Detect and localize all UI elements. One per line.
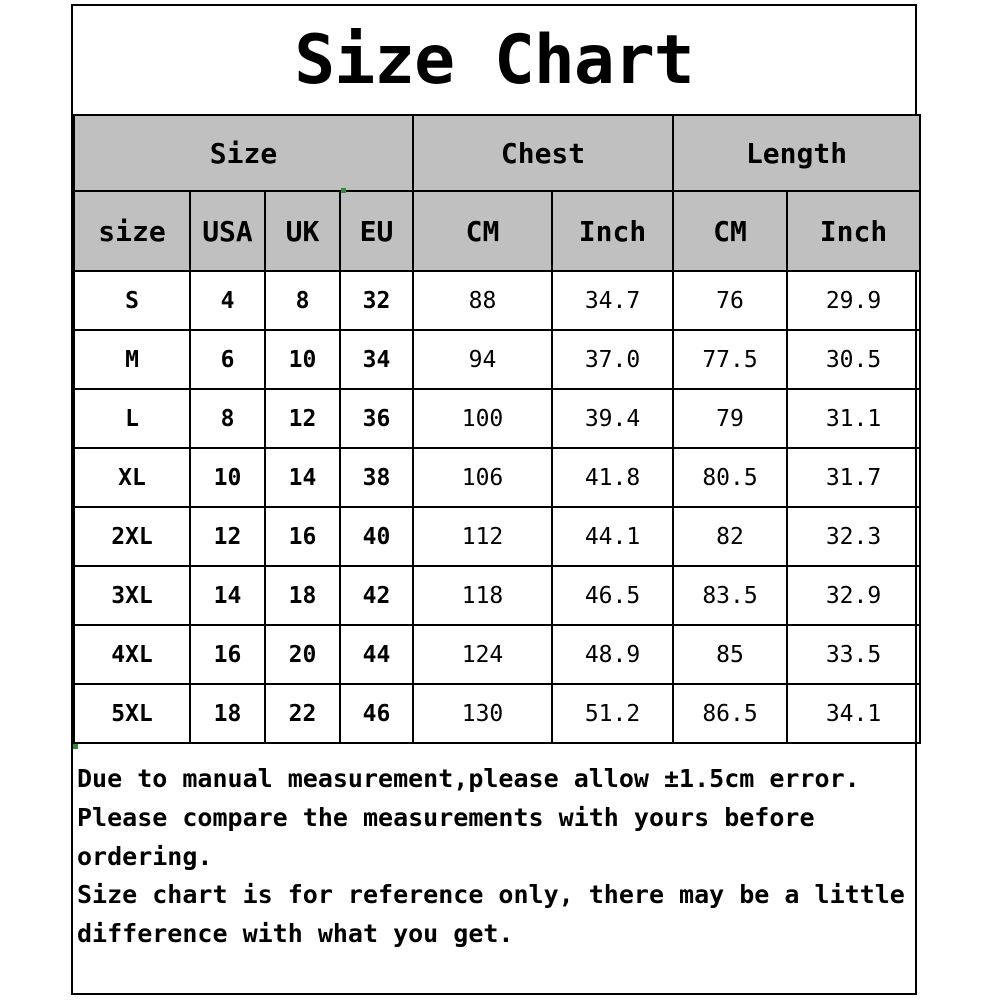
group-header-size: Size xyxy=(74,115,413,191)
cell-chest-inch: 48.9 xyxy=(552,625,673,684)
sub-header-size: size xyxy=(74,191,190,271)
corner-marker xyxy=(341,188,346,193)
cell-length-cm: 80.5 xyxy=(673,448,787,507)
cell-size: XL xyxy=(74,448,190,507)
cell-eu: 36 xyxy=(340,389,413,448)
cell-uk: 14 xyxy=(265,448,340,507)
cell-length-inch: 31.7 xyxy=(787,448,920,507)
cell-chest-inch: 37.0 xyxy=(552,330,673,389)
cell-eu: 38 xyxy=(340,448,413,507)
cell-length-cm: 77.5 xyxy=(673,330,787,389)
note-reference: Size chart is for reference only, there may be a little difference with what you get. xyxy=(77,880,905,949)
table-row xyxy=(74,566,920,625)
cell-usa: 10 xyxy=(190,448,265,507)
note-tolerance: Due to manual measurement,please allow ±1.5cm error. xyxy=(77,764,860,793)
sub-header-eu: EU xyxy=(340,191,413,271)
table-row xyxy=(74,507,920,566)
cell-chest-inch: 44.1 xyxy=(552,507,673,566)
cell-size: S xyxy=(74,271,190,330)
cell-size: 5XL xyxy=(74,684,190,743)
group-header-chest: Chest xyxy=(413,115,673,191)
notes-block xyxy=(77,760,913,954)
cell-uk: 12 xyxy=(265,389,340,448)
sub-header-length-inch: Inch xyxy=(787,191,920,271)
cell-length-inch: 32.9 xyxy=(787,566,920,625)
cell-usa: 4 xyxy=(190,271,265,330)
cell-chest-cm: 100 xyxy=(413,389,552,448)
cell-eu: 46 xyxy=(340,684,413,743)
cell-uk: 18 xyxy=(265,566,340,625)
cell-size: 4XL xyxy=(74,625,190,684)
cell-chest-cm: 106 xyxy=(413,448,552,507)
cell-chest-inch: 34.7 xyxy=(552,271,673,330)
cell-size: L xyxy=(74,389,190,448)
cell-eu: 44 xyxy=(340,625,413,684)
cell-chest-inch: 51.2 xyxy=(552,684,673,743)
table-row xyxy=(74,330,920,389)
sub-header-row xyxy=(74,191,920,271)
cell-length-cm: 76 xyxy=(673,271,787,330)
cell-eu: 32 xyxy=(340,271,413,330)
cell-uk: 10 xyxy=(265,330,340,389)
cell-chest-cm: 124 xyxy=(413,625,552,684)
cell-eu: 34 xyxy=(340,330,413,389)
cell-chest-inch: 41.8 xyxy=(552,448,673,507)
cell-size: M xyxy=(74,330,190,389)
cell-chest-cm: 130 xyxy=(413,684,552,743)
cell-chest-cm: 112 xyxy=(413,507,552,566)
cell-eu: 40 xyxy=(340,507,413,566)
chart-title: Size Chart xyxy=(294,20,694,100)
cell-length-inch: 30.5 xyxy=(787,330,920,389)
group-header-row xyxy=(74,115,920,191)
cell-usa: 6 xyxy=(190,330,265,389)
note-compare: Please compare the measurements with yours before ordering. xyxy=(77,802,815,871)
sub-header-length-cm: CM xyxy=(673,191,787,271)
cell-usa: 14 xyxy=(190,566,265,625)
corner-marker xyxy=(73,744,78,749)
cell-usa: 18 xyxy=(190,684,265,743)
cell-length-cm: 79 xyxy=(673,389,787,448)
cell-chest-inch: 39.4 xyxy=(552,389,673,448)
sub-header-chest-inch: Inch xyxy=(552,191,673,271)
cell-usa: 16 xyxy=(190,625,265,684)
cell-length-inch: 29.9 xyxy=(787,271,920,330)
cell-eu: 42 xyxy=(340,566,413,625)
cell-uk: 22 xyxy=(265,684,340,743)
cell-length-inch: 34.1 xyxy=(787,684,920,743)
cell-size: 2XL xyxy=(74,507,190,566)
sub-header-usa: USA xyxy=(190,191,265,271)
table-row xyxy=(74,389,920,448)
cell-chest-cm: 94 xyxy=(413,330,552,389)
cell-length-cm: 82 xyxy=(673,507,787,566)
cell-length-inch: 33.5 xyxy=(787,625,920,684)
size-table xyxy=(73,114,921,744)
table-row xyxy=(74,684,920,743)
cell-uk: 8 xyxy=(265,271,340,330)
table-row xyxy=(74,271,920,330)
sub-header-uk: UK xyxy=(265,191,340,271)
table-row xyxy=(74,625,920,684)
cell-length-cm: 85 xyxy=(673,625,787,684)
cell-usa: 8 xyxy=(190,389,265,448)
cell-length-cm: 86.5 xyxy=(673,684,787,743)
cell-length-inch: 31.1 xyxy=(787,389,920,448)
table-row xyxy=(74,448,920,507)
cell-chest-cm: 118 xyxy=(413,566,552,625)
cell-chest-cm: 88 xyxy=(413,271,552,330)
cell-size: 3XL xyxy=(74,566,190,625)
cell-length-cm: 83.5 xyxy=(673,566,787,625)
cell-uk: 16 xyxy=(265,507,340,566)
cell-uk: 20 xyxy=(265,625,340,684)
group-header-length: Length xyxy=(673,115,920,191)
cell-length-inch: 32.3 xyxy=(787,507,920,566)
sub-header-chest-cm: CM xyxy=(413,191,552,271)
cell-usa: 12 xyxy=(190,507,265,566)
cell-chest-inch: 46.5 xyxy=(552,566,673,625)
size-chart-frame xyxy=(71,4,917,995)
